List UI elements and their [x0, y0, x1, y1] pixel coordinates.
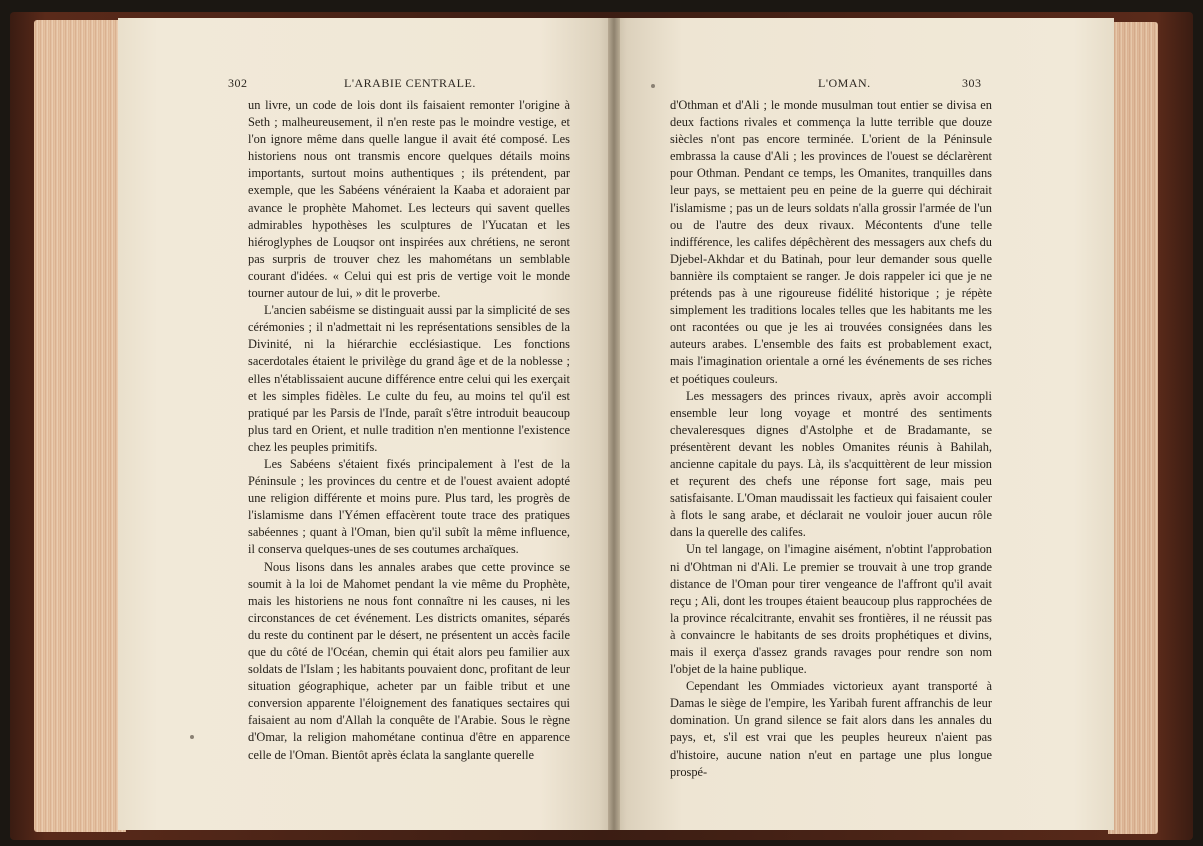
paragraph: L'ancien sabéisme se distinguait aussi par la simplicité de ses cérémonies ; il n'admettait ni les représentations sensibles de la Divinité, ni la hiérarchie ecclésiastique. Les fonctions sacerdotales étaient le privilège du grand âge et de la noblesse ; elles n'établissaient aucune différence entre celui qui les exerçait et les simples fidèles. Le culte du feu, au moins tel qu'il est pratiqué par les Parsis de l'Inde, paraît s'être introduit beaucoup plus tard en Orient, et nulle tradition n'en mentionne l'existence chez les peuples primitifs.	[248, 303, 570, 454]
paragraph: un livre, un code de lois dont ils faisaient remonter l'origine à Seth ; malheureusement, il n'en reste pas le moindre vestige, et l'on ignore même dans quelle langue il avait été composé. Les historiens nous ont transmis encore quelques détails moins importants, surtout moins authentiques ; ils prétendent, par exemple, que les Sabéens vénéraient la Kaaba et adoraient par avance le prophète Mahomet. Les lecteurs qui savent quelles admirables hypothèses les sculptures de l'Yucatan et les hiéroglyphes de Louqsor ont inspirées aux chrétiens, ne seront pas surpris de trouver chez les mahométans un semblable courant d'idées. « Celui qui est pris de vertige voit le monde tourner autour de lui, » dit le proverbe.	[248, 98, 570, 301]
paragraph: Les messagers des princes rivaux, après avoir accompli ensemble leur long voyage et montré des sentiments chevaleresques dignes d'Astolphe et de Bradamante, se présentèrent devant les nobles Omanites réunis à Bahilah, ancienne capitale du pays. Là, ils s'acquittèrent de leur mission et reçurent des chefs une réponse fort sage, mais peu satisfaisante. L'Oman maudissait les factieux qui faisaient couler à flots le sang arabe, et déclarait ne vouloir jouer aucun rôle dans la querelle des califes.	[670, 388, 992, 540]
page-edges-right	[1108, 22, 1158, 834]
right-page-number: 303	[962, 76, 982, 90]
paragraph: Un tel langage, on l'imagine aisément, n'obtint l'approbation ni d'Ohtman ni d'Ali. Le premier se trouvait à une trop grande distance de l'Oman pour tirer vengeance de l'affront qu'il avait reçu ; Ali, dont les troupes étaient beaucoup plus rapprochées de la province récalcitrante, envahit ses frontières, il ne réussit pas à convaincre le habitants de ses droits prophétiques et divins, mais il exerça d'assez grands ravages pour rendre son nom l'objet de la haine publique.	[670, 542, 992, 677]
paragraph: Cependant les Ommiades victorieux ayant transporté à Damas le siège de l'empire, les Yaribah furent affranchis de leur domination. Un grand silence se fait alors dans les annales du pays, et, s'il est vrai que les peuples heureux n'aient pas d'histoire, aucune nation n'eut en partage une plus longue prospé-	[670, 679, 992, 779]
paper-speck	[190, 735, 194, 739]
left-running-head: L'ARABIE CENTRALE.	[344, 76, 476, 90]
page-edges-left	[34, 20, 126, 832]
left-page-text	[248, 97, 570, 764]
paragraph: Les Sabéens s'étaient fixés principalement à l'est de la Péninsule ; les provinces du centre et de l'ouest avaient adopté une religion différente et moins pure. Plus tard, les progrès de l'islamisme dans l'Yémen effacèrent toute trace des pratiques sabéennes ; quant à l'Oman, bien qu'il subît la même influence, il conserva quelques-unes de ses coutumes archaïques.	[248, 456, 570, 557]
right-page-text	[670, 97, 992, 781]
paragraph: Nous lisons dans les annales arabes que cette province se soumit à la loi de Mahomet pendant la vie même du Prophète, mais les historiens ne nous font connaître ni les causes, ni les circonstances de cet événement. Les districts omanites, séparés du reste du continent par le désert, ne présentent un accès facile que du côté de l'Océan, chemin qui était alors peu familier aux soldats de l'Islam ; les habitants pouvaient donc, profitant de leur situation géographique, acheter par un faible tribut et une conversion apparente l'éloignement des fanatiques sectaires qui faisaient au nom d'Allah la conquête de l'Arabie. Sous le règne d'Omar, la religion mahométane continua d'être en apparence celle de l'Oman. Bientôt après éclata la sanglante querelle	[248, 559, 570, 762]
paper-speck	[651, 84, 655, 88]
book-gutter	[608, 18, 620, 830]
left-page-number: 302	[228, 76, 248, 90]
paragraph: d'Othman et d'Ali ; le monde musulman tout entier se divisa en deux factions rivales et commença la lutte terrible que douze siècles n'ont pas encore terminée. L'orient de la Péninsule embrassa la cause d'Ali ; les provinces de l'ouest se déclarèrent pour Othman. Pendant ce temps, les Omanites, tranquilles dans leur pays, se mettaient peu en peine de la guerre qui déchirait l'islamisme ; pas un de leurs soldats n'alla grossir l'armée de l'un ou de l'autre des deux rivaux. Mécontents d'une telle indifférence, les califes dépêchèrent des messagers aux chefs du Djebel-Akhdar et du Batinah, pour leur demander sous quelle bannière ils comptaient se ranger. Je dois rappeler ici que je ne prétends pas à une rigoureuse fidélité historique ; je répète simplement les traditions locales telles que les habitants me les ont racontées ou que je les ai trouvées consignées dans les auteurs arabes. L'ensemble des faits est probablement exact, mais l'imagination orientale a orné les événements de ses riches et poétiques couleurs.	[670, 98, 992, 386]
right-running-head: L'OMAN.	[818, 76, 871, 90]
